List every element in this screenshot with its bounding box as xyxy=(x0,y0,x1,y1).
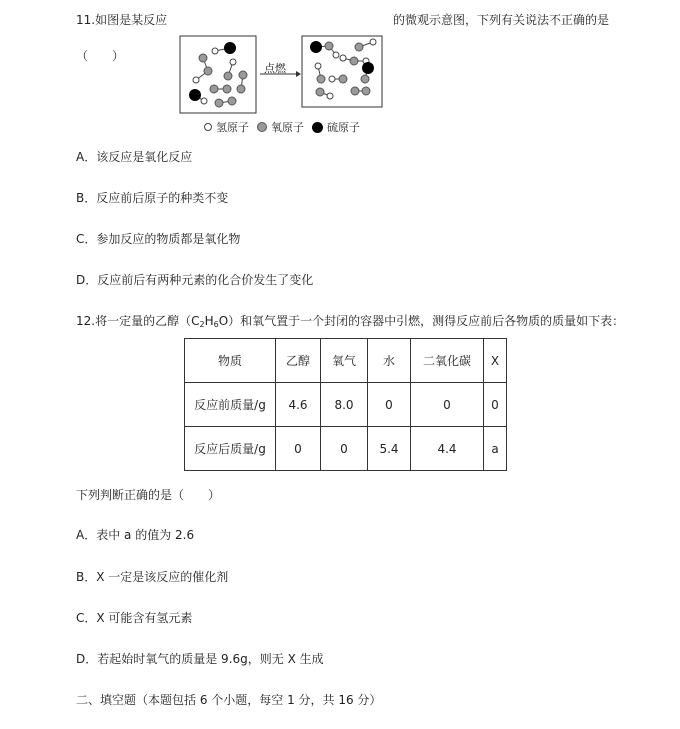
q12-stem-b: H xyxy=(204,314,214,328)
q12-sub-1: 2 xyxy=(199,320,205,329)
table-cell: 反应前质量/g xyxy=(185,383,276,427)
q11-answer-paren: （ ） xyxy=(76,49,125,63)
legend-oxygen: 氧原子 xyxy=(271,121,304,134)
q12-option-c: C．X 可能含有氢元素 xyxy=(76,611,193,625)
hydrogen-atom-icon xyxy=(204,123,212,131)
q11-stem-left: 11.如图是某反应 xyxy=(76,13,168,27)
table-cell: 5.4 xyxy=(368,427,411,471)
q11-stem-right: 的微观示意图，下列有关说法不正确的是 xyxy=(393,13,610,27)
oxygen-atom-icon xyxy=(257,122,267,132)
sulfur-atom-icon xyxy=(312,122,323,133)
mass-table xyxy=(184,338,507,471)
table-cell: 0 xyxy=(484,383,507,427)
q12-option-a: A．表中 a 的值为 2.6 xyxy=(76,528,195,542)
table-cell: 0 xyxy=(276,427,321,471)
table-cell: 0 xyxy=(368,383,411,427)
atom-legend xyxy=(204,119,364,135)
table-cell: 0 xyxy=(321,427,368,471)
q11-option-a: A．该反应是氧化反应 xyxy=(76,150,193,164)
q12-option-b: B．X 一定是该反应的催化剂 xyxy=(76,570,229,584)
table-cell: 8.0 xyxy=(321,383,368,427)
arrow-label: 点燃 xyxy=(264,62,286,75)
legend-hydrogen: 氢原子 xyxy=(216,121,249,134)
table-row xyxy=(185,383,507,427)
table-cell: 4.4 xyxy=(411,427,484,471)
q11-option-b: B．反应前后原子的种类不变 xyxy=(76,191,229,205)
table-header: 乙醇 xyxy=(276,339,321,383)
table-cell: 反应后质量/g xyxy=(185,427,276,471)
table-row xyxy=(185,427,507,471)
table-cell: 0 xyxy=(411,383,484,427)
q12-prompt: 下列判断正确的是（ ） xyxy=(76,488,221,502)
table-header: 氧气 xyxy=(321,339,368,383)
table-header: X xyxy=(484,339,507,383)
table-header-row xyxy=(185,339,507,383)
q11-option-d: D．反应前后有两种元素的化合价发生了变化 xyxy=(76,273,314,287)
table-cell: a xyxy=(484,427,507,471)
table-header: 二氧化碳 xyxy=(411,339,484,383)
legend-sulfur: 硫原子 xyxy=(327,121,360,134)
table-header: 物质 xyxy=(185,339,276,383)
q11-option-c: C．参加反应的物质都是氧化物 xyxy=(76,232,241,246)
q12-option-d: D．若起始时氧气的质量是 9.6g，则无 X 生成 xyxy=(76,652,324,666)
q12-stem xyxy=(76,314,624,332)
q12-stem-c: O）和氧气置于一个封闭的容器中引燃，测得反应前后各物质的质量如下表： xyxy=(218,314,625,328)
section-heading: 二、填空题（本题包括 6 个小题，每空 1 分，共 16 分） xyxy=(76,693,382,707)
q12-stem-a: 12.将一定量的乙醇（C xyxy=(76,314,200,328)
table-cell: 4.6 xyxy=(276,383,321,427)
q12-sub-2: 6 xyxy=(213,320,219,329)
table-header: 水 xyxy=(368,339,411,383)
